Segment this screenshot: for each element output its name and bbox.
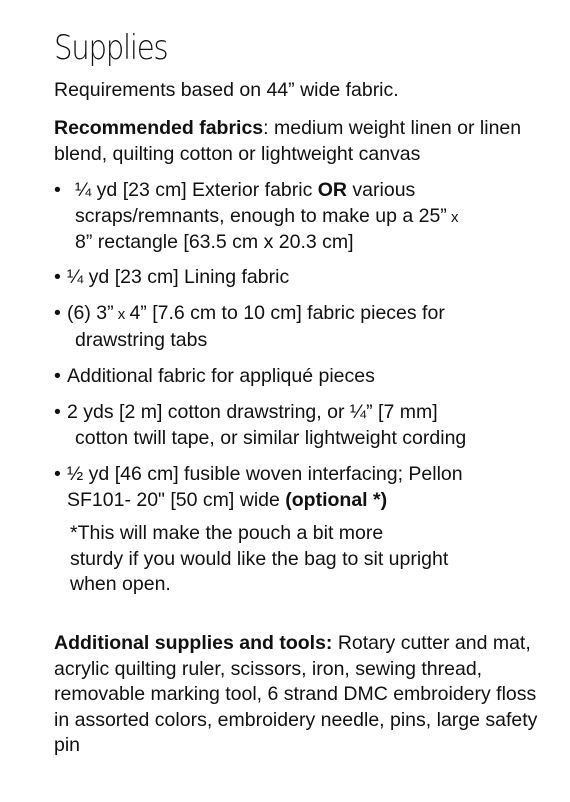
item-3-line-1b: 4” [7.6 cm to 10 cm] fabric pieces for (129, 302, 445, 324)
item-6-line-2a: SF101- 20" [50 cm] wide (67, 488, 286, 511)
bullet-1: • (54, 179, 61, 201)
item-3-line-2: drawstring tabs (75, 328, 208, 351)
item-5-line-2: cotton twill tape, or similar lightweight cording (75, 426, 467, 449)
list-item-applique-fabric: Additional fabric for appliqué pieces (67, 365, 375, 387)
list-item-lining-fabric: ¼ yd [23 cm] Lining fabric (67, 266, 290, 288)
item-1-line-3b: rectangle [63.5 cm x 20.3 cm] (92, 231, 354, 253)
list-item-interfacing (67, 462, 547, 513)
requirements-text: Requirements based on 44” wide fabric. (54, 79, 399, 101)
item-5-line-1: 2 yds [2 m] cotton drawstring, or ¼” [7 mm] (67, 401, 438, 423)
recommended-text: : medium weight linen or linen blend, quilting cotton or lightweight canvas (54, 117, 522, 165)
item-1-line-3a: 8” (75, 231, 93, 253)
note-line-3: when open. (70, 573, 171, 595)
note-line-1: *This will make the pouch a bit more (70, 522, 384, 544)
bullet-4: • (54, 365, 61, 387)
note-line-2: sturdy if you would like the bag to sit upright (70, 547, 449, 570)
bullet-3: • (54, 302, 61, 324)
item-1-line-2: scraps/remnants, enough to make up a 25” (75, 204, 447, 227)
item-3-line-1a: (6) 3” (67, 302, 114, 324)
additional-supplies (54, 631, 544, 759)
item-6-optional: (optional *) (285, 488, 388, 511)
list-item-exterior-fabric (75, 178, 555, 256)
bullet-2: • (54, 266, 61, 288)
optional-note (70, 521, 550, 598)
list-item-drawstring (67, 400, 547, 451)
item-1-or: OR (317, 179, 348, 201)
recommended-fabrics (54, 116, 554, 167)
additional-label: Additional supplies and tools: (54, 632, 333, 654)
page-title: Supplies (54, 28, 168, 68)
item-1-line-2x: x (446, 208, 459, 226)
bullet-6: • (54, 463, 61, 485)
list-item-tab-pieces (67, 301, 547, 353)
item-1-line-1a: ¼ yd [23 cm] Exterior fabric (75, 179, 318, 201)
bullet-5: • (54, 401, 61, 423)
item-3-line-1x: x (113, 306, 130, 323)
item-1-line-1c: various (347, 179, 416, 201)
additional-text: Rotary cutter and mat, acrylic quilting ruler, scissors, iron, sewing thread, removable marking tool, 6 strand DMC embroidery floss in assorted colors, embroidery needle, pins, large safety pin (54, 632, 538, 756)
item-6-line-1: ½ yd [46 cm] fusible woven interfacing; Pellon (67, 463, 463, 485)
recommended-label: Recommended fabrics (54, 117, 264, 139)
